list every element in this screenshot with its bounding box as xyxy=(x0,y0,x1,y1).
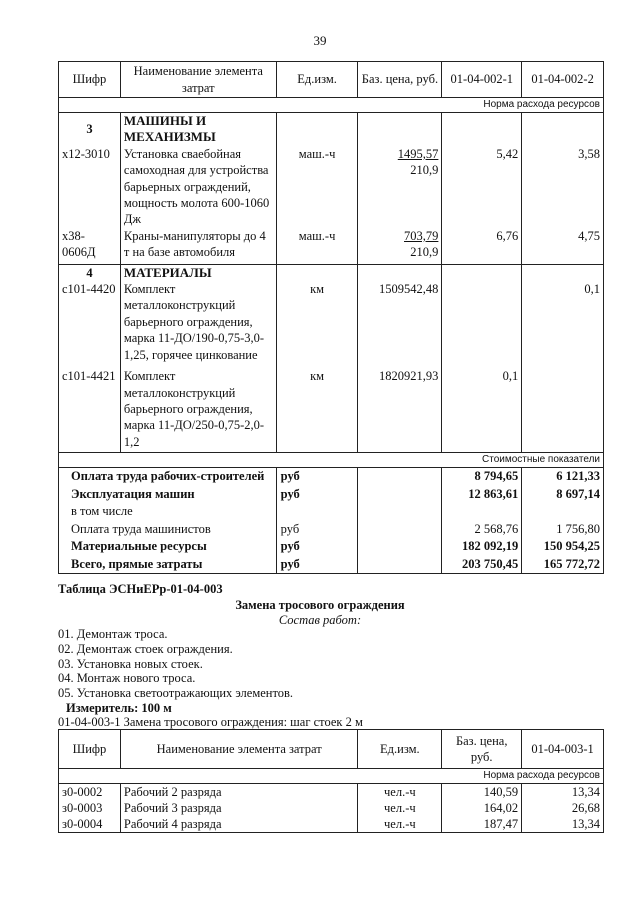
row-value-2: 0,1 xyxy=(522,281,604,368)
total-value-2: 8 697,14 xyxy=(522,486,604,504)
page-number: 39 xyxy=(313,33,327,48)
total-value-1: 2 568,76 xyxy=(442,521,522,539)
total-row xyxy=(59,521,604,539)
row-unit: чел.-ч xyxy=(358,800,442,816)
header-col-1: 01-04-003-1 xyxy=(522,730,604,769)
header-name: Наименование элемента затрат xyxy=(120,730,357,769)
row-name: Рабочий 3 разряда xyxy=(120,800,357,816)
table-title: Таблица ЭСНиЕРр-01-04-003 xyxy=(58,582,223,596)
list-item: 02. Демонтаж стоек ограждения. xyxy=(58,641,233,656)
header-code: Шифр xyxy=(59,62,121,98)
header-col-2: 01-04-002-2 xyxy=(522,62,604,98)
row-name: Краны-манипуляторы до 4 т на базе автомобиля xyxy=(120,228,276,264)
total-value-2: 6 121,33 xyxy=(522,468,604,486)
row-value-2: 4,75 xyxy=(522,228,604,264)
row-name: Рабочий 4 разряда xyxy=(120,816,357,833)
cost-label: Стоимостные показатели xyxy=(59,453,604,468)
total-unit: руб xyxy=(276,538,358,556)
row-code: з0-0003 xyxy=(59,800,121,816)
row-value-1: 26,68 xyxy=(522,800,604,816)
table-header-row xyxy=(59,730,604,769)
row-value-1: 13,34 xyxy=(522,784,604,801)
header-price: Баз. цена, руб. xyxy=(442,730,522,769)
list-item: 03. Установка новых стоек. xyxy=(58,656,203,671)
total-unit: руб xyxy=(276,468,358,486)
row-unit: чел.-ч xyxy=(358,784,442,801)
total-row xyxy=(59,468,604,486)
row-name: Комплект металлоконструкций барьерного ограждения, марка 11-ДО/190-0,75-3,0-1,25, горячее цинкование xyxy=(120,281,276,368)
row-price xyxy=(358,228,442,264)
row-value-1 xyxy=(442,281,522,368)
row-code: с101-4420 xyxy=(59,281,121,368)
resource-table-01-04-002 xyxy=(58,61,604,574)
row-price: 140,59 xyxy=(442,784,522,801)
total-value-2: 150 954,25 xyxy=(522,538,604,556)
total-row xyxy=(59,503,604,521)
table-row xyxy=(59,816,604,833)
total-value-1: 8 794,65 xyxy=(442,468,522,486)
header-unit: Ед.изм. xyxy=(276,62,358,98)
row-name: Установка сваебойная самоходная для устройства барьерных ограждений, мощность молота 600-1060 Дж xyxy=(120,146,276,228)
measure-unit: Измеритель: 100 м xyxy=(66,701,172,715)
row-value-1: 13,34 xyxy=(522,816,604,833)
section-row xyxy=(59,264,604,281)
table-row xyxy=(59,784,604,801)
row-price: 187,47 xyxy=(442,816,522,833)
row-unit: маш.-ч xyxy=(276,146,358,228)
row-price: 164,02 xyxy=(442,800,522,816)
total-row xyxy=(59,486,604,504)
header-unit: Ед.изм. xyxy=(358,730,442,769)
header-code: Шифр xyxy=(59,730,121,769)
total-unit: руб xyxy=(276,486,358,504)
header-price: Баз. цена, руб. xyxy=(358,62,442,98)
norm-label: Норма расхода ресурсов xyxy=(59,769,604,784)
section-title: МАШИНЫ И МЕХАНИЗМЫ xyxy=(120,113,276,146)
table-header-row xyxy=(59,62,604,98)
table-row xyxy=(59,281,604,368)
total-unit: руб xyxy=(276,521,358,539)
works-list xyxy=(58,627,293,701)
total-value-1: 12 863,61 xyxy=(442,486,522,504)
section-heading: Замена тросового ограждения xyxy=(235,598,405,612)
norm-row xyxy=(59,98,604,113)
list-item: 04. Монтаж нового троса. xyxy=(58,671,196,686)
row-price: 1820921,93 xyxy=(358,368,442,453)
header-col-1: 01-04-002-1 xyxy=(442,62,522,98)
section-subheading: Состав работ: xyxy=(278,613,362,627)
row-price-main: 703,79 xyxy=(404,228,439,243)
section-row xyxy=(59,113,604,146)
section-number: 3 xyxy=(59,113,121,146)
total-value-2: 1 756,80 xyxy=(522,521,604,539)
section-number: 4 xyxy=(59,264,121,281)
total-unit: руб xyxy=(276,556,358,574)
norm-row xyxy=(59,769,604,784)
row-value-2: 3,58 xyxy=(522,146,604,228)
row-value-1: 0,1 xyxy=(442,368,522,453)
row-code: с101-4421 xyxy=(59,368,121,453)
row-value-1: 5,42 xyxy=(442,146,522,228)
row-code: з0-0002 xyxy=(59,784,121,801)
row-price: 1509542,48 xyxy=(358,281,442,368)
row-name: Комплект металлоконструкций барьерного ограждения, марка 11-ДО/250-0,75-2,0-1,2 xyxy=(120,368,276,453)
header-name: Наименование элемента затрат xyxy=(120,62,276,98)
table-row xyxy=(59,368,604,453)
row-value-2 xyxy=(522,368,604,453)
row-price xyxy=(358,146,442,228)
row-unit: км xyxy=(276,281,358,368)
total-value-2: 165 772,72 xyxy=(522,556,604,574)
row-unit: маш.-ч xyxy=(276,228,358,264)
row-unit: чел.-ч xyxy=(358,816,442,833)
row-value-1: 6,76 xyxy=(442,228,522,264)
total-row xyxy=(59,538,604,556)
total-label: Материальные ресурсы xyxy=(59,538,277,556)
total-value-1: 203 750,45 xyxy=(442,556,522,574)
cost-row xyxy=(59,453,604,468)
total-label: Всего, прямые затраты xyxy=(59,556,277,574)
table-subtitle: 01-04-003-1 Замена тросового ограждения: шаг стоек 2 м xyxy=(58,715,363,729)
resource-table-01-04-003 xyxy=(58,729,604,833)
total-label: Оплата труда машинистов xyxy=(59,521,277,539)
row-price-main: 1495,57 xyxy=(397,146,439,161)
table-row xyxy=(59,146,604,228)
row-code: х38-0606Д xyxy=(59,228,121,264)
total-label: Эксплуатация машин xyxy=(59,486,277,504)
row-unit: км xyxy=(276,368,358,453)
row-code: з0-0004 xyxy=(59,816,121,833)
list-item: 01. Демонтаж троса. xyxy=(58,627,168,641)
norm-label: Норма расхода ресурсов xyxy=(59,98,604,113)
section-title: МАТЕРИАЛЫ xyxy=(120,264,276,281)
row-name: Рабочий 2 разряда xyxy=(120,784,357,801)
total-label: в том числе xyxy=(59,503,277,521)
table-row xyxy=(59,228,604,264)
total-label: Оплата труда рабочих-строителей xyxy=(59,468,277,486)
row-code: х12-3010 xyxy=(59,146,121,228)
row-price-secondary: 210,9 xyxy=(410,163,439,178)
table-row xyxy=(59,800,604,816)
list-item: 05. Установка светоотражающих элементов. xyxy=(58,686,294,701)
total-value-1: 182 092,19 xyxy=(442,538,522,556)
row-price-secondary: 210,9 xyxy=(410,245,439,260)
total-row xyxy=(59,556,604,574)
